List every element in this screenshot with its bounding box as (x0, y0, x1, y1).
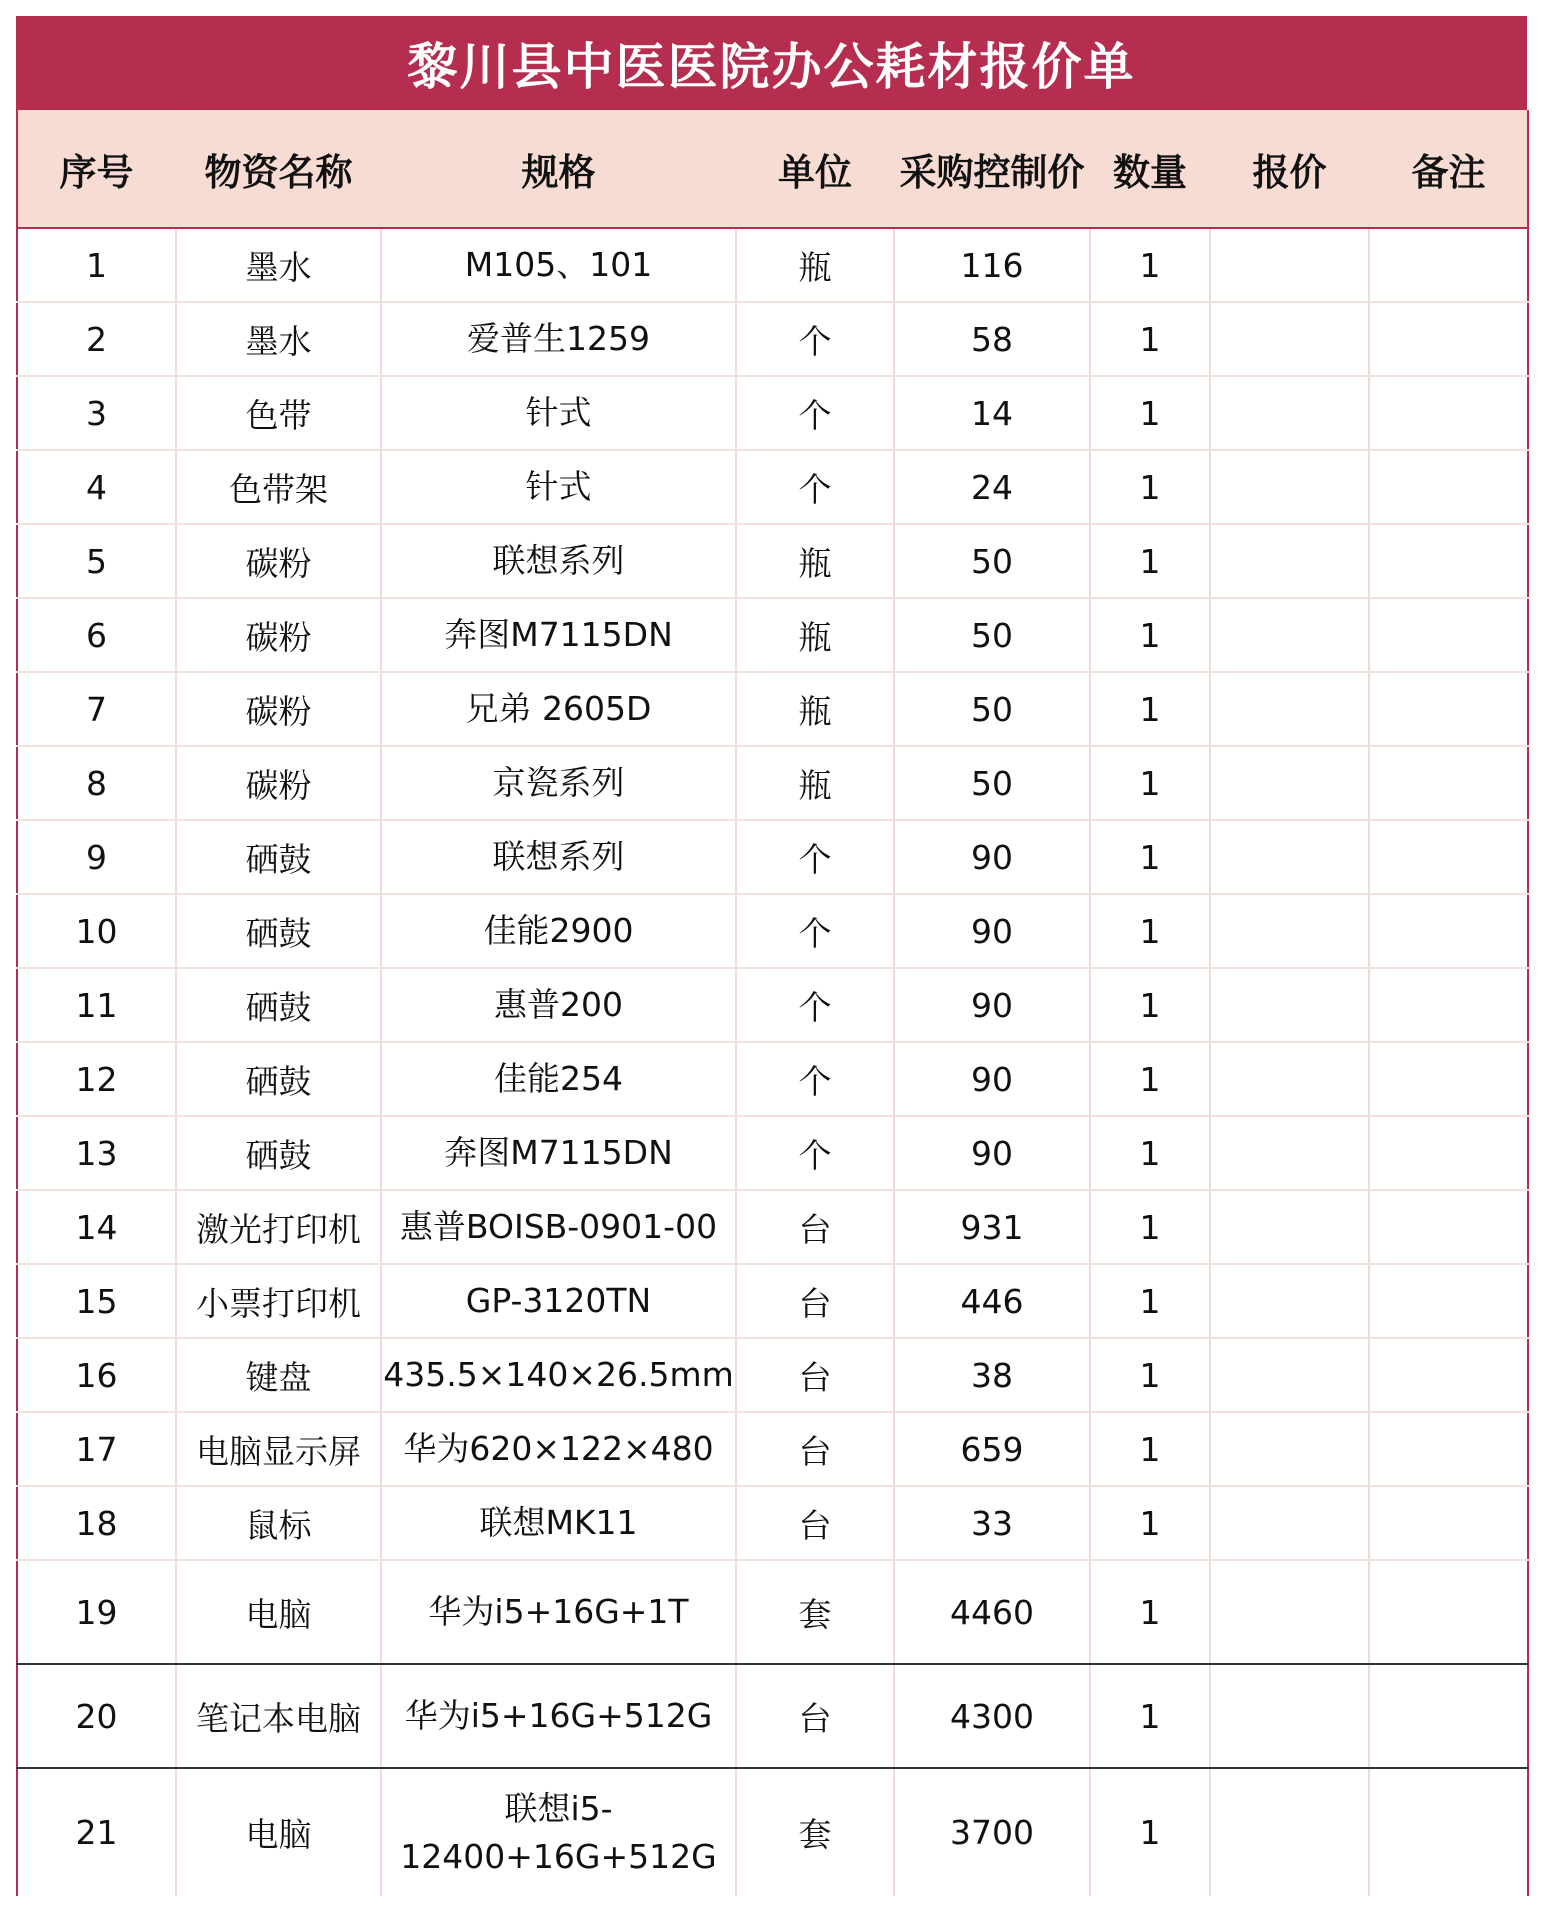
cell-price: 14 (894, 376, 1090, 450)
cell-spec: 佳能254 (381, 1042, 736, 1116)
table-row (17, 1116, 1528, 1190)
table-row (17, 302, 1528, 376)
cell-name: 碳粉 (176, 746, 381, 820)
cell-no: 10 (17, 894, 176, 968)
cell-no: 17 (17, 1412, 176, 1486)
cell-quote[interactable] (1210, 1042, 1369, 1116)
cell-name: 色带架 (176, 450, 381, 524)
cell-no: 5 (17, 524, 176, 598)
cell-unit: 瓶 (736, 228, 894, 302)
cell-name: 电脑 (176, 1768, 381, 1896)
table-row (17, 1768, 1528, 1896)
cell-unit: 个 (736, 968, 894, 1042)
cell-spec: 惠普BOISB-0901-00 (381, 1190, 736, 1264)
table-row (17, 894, 1528, 968)
cell-qty: 1 (1090, 1664, 1210, 1768)
cell-unit: 个 (736, 820, 894, 894)
table-row (17, 1486, 1528, 1560)
cell-spec: M105、101 (381, 228, 736, 302)
cell-price: 90 (894, 894, 1090, 968)
header-price: 采购控制价 (894, 110, 1090, 228)
table-row (17, 820, 1528, 894)
cell-remark[interactable] (1369, 450, 1528, 524)
cell-spec: 奔图M7115DN (381, 1116, 736, 1190)
cell-quote[interactable] (1210, 968, 1369, 1042)
cell-qty: 1 (1090, 1116, 1210, 1190)
cell-quote[interactable] (1210, 228, 1369, 302)
cell-remark[interactable] (1369, 894, 1528, 968)
cell-remark[interactable] (1369, 376, 1528, 450)
cell-remark[interactable] (1369, 1264, 1528, 1338)
cell-price: 38 (894, 1338, 1090, 1412)
cell-spec: 佳能2900 (381, 894, 736, 968)
cell-price: 4460 (894, 1560, 1090, 1664)
table-row (17, 1264, 1528, 1338)
cell-name: 硒鼓 (176, 894, 381, 968)
cell-spec: 华为620×122×480 (381, 1412, 736, 1486)
cell-name: 笔记本电脑 (176, 1664, 381, 1768)
cell-unit: 台 (736, 1412, 894, 1486)
cell-unit: 个 (736, 376, 894, 450)
cell-remark[interactable] (1369, 1338, 1528, 1412)
cell-no: 3 (17, 376, 176, 450)
cell-price: 50 (894, 598, 1090, 672)
cell-qty: 1 (1090, 228, 1210, 302)
cell-name: 硒鼓 (176, 1042, 381, 1116)
table-row (17, 672, 1528, 746)
cell-name: 电脑 (176, 1560, 381, 1664)
cell-unit: 瓶 (736, 672, 894, 746)
cell-unit: 个 (736, 450, 894, 524)
cell-price: 90 (894, 968, 1090, 1042)
cell-qty: 1 (1090, 968, 1210, 1042)
table-row (17, 968, 1528, 1042)
cell-no: 7 (17, 672, 176, 746)
cell-quote[interactable] (1210, 1412, 1369, 1486)
cell-remark[interactable] (1369, 1190, 1528, 1264)
cell-unit: 个 (736, 1042, 894, 1116)
cell-no: 16 (17, 1338, 176, 1412)
cell-name: 碳粉 (176, 524, 381, 598)
cell-no: 12 (17, 1042, 176, 1116)
table-row (17, 1664, 1528, 1768)
table-row (17, 1190, 1528, 1264)
cell-spec: 华为i5+16G+512G (381, 1664, 736, 1768)
table-row (17, 1338, 1528, 1412)
cell-quote[interactable] (1210, 1486, 1369, 1560)
cell-no: 11 (17, 968, 176, 1042)
cell-qty: 1 (1090, 1190, 1210, 1264)
header-row (17, 110, 1528, 228)
cell-name: 墨水 (176, 302, 381, 376)
cell-remark[interactable] (1369, 228, 1528, 302)
cell-qty: 1 (1090, 1486, 1210, 1560)
cell-no: 20 (17, 1664, 176, 1768)
cell-remark[interactable] (1369, 598, 1528, 672)
cell-quote[interactable] (1210, 1264, 1369, 1338)
cell-no: 2 (17, 302, 176, 376)
table-row (17, 450, 1528, 524)
cell-unit: 台 (736, 1486, 894, 1560)
cell-price: 3700 (894, 1768, 1090, 1896)
cell-unit: 个 (736, 302, 894, 376)
cell-qty: 1 (1090, 1042, 1210, 1116)
cell-spec: GP-3120TN (381, 1264, 736, 1338)
cell-name: 小票打印机 (176, 1264, 381, 1338)
cell-qty: 1 (1090, 1412, 1210, 1486)
cell-quote[interactable] (1210, 1560, 1369, 1664)
cell-quote[interactable] (1210, 598, 1369, 672)
cell-remark[interactable] (1369, 1486, 1528, 1560)
cell-quote[interactable] (1210, 1768, 1369, 1896)
cell-quote[interactable] (1210, 820, 1369, 894)
header-qty: 数量 (1090, 110, 1210, 228)
cell-price: 931 (894, 1190, 1090, 1264)
cell-price: 90 (894, 820, 1090, 894)
cell-remark[interactable] (1369, 302, 1528, 376)
cell-no: 13 (17, 1116, 176, 1190)
cell-quote[interactable] (1210, 302, 1369, 376)
table-row (17, 524, 1528, 598)
header-name: 物资名称 (176, 110, 381, 228)
cell-price: 116 (894, 228, 1090, 302)
cell-spec: 联想系列 (381, 524, 736, 598)
cell-quote[interactable] (1210, 376, 1369, 450)
cell-name: 键盘 (176, 1338, 381, 1412)
cell-qty: 1 (1090, 1560, 1210, 1664)
cell-spec: 兄弟 2605D (381, 672, 736, 746)
cell-no: 14 (17, 1190, 176, 1264)
cell-spec: 435.5×140×26.5mm (381, 1338, 736, 1412)
cell-qty: 1 (1090, 1768, 1210, 1896)
cell-spec: 华为i5+16G+1T (381, 1560, 736, 1664)
cell-remark[interactable] (1369, 672, 1528, 746)
cell-name: 硒鼓 (176, 968, 381, 1042)
cell-spec: 奔图M7115DN (381, 598, 736, 672)
table-row (17, 746, 1528, 820)
cell-unit: 瓶 (736, 598, 894, 672)
cell-unit: 台 (736, 1338, 894, 1412)
cell-remark[interactable] (1369, 820, 1528, 894)
cell-price: 4300 (894, 1664, 1090, 1768)
cell-remark[interactable] (1369, 524, 1528, 598)
cell-no: 15 (17, 1264, 176, 1338)
cell-quote[interactable] (1210, 1116, 1369, 1190)
cell-qty: 1 (1090, 1338, 1210, 1412)
cell-no: 6 (17, 598, 176, 672)
cell-no: 1 (17, 228, 176, 302)
cell-remark[interactable] (1369, 1412, 1528, 1486)
cell-name: 鼠标 (176, 1486, 381, 1560)
header-no: 序号 (17, 110, 176, 228)
cell-no: 9 (17, 820, 176, 894)
cell-unit: 套 (736, 1768, 894, 1896)
cell-price: 50 (894, 524, 1090, 598)
table-row (17, 1412, 1528, 1486)
cell-unit: 台 (736, 1190, 894, 1264)
cell-price: 90 (894, 1116, 1090, 1190)
cell-quote[interactable] (1210, 1664, 1369, 1768)
cell-name: 色带 (176, 376, 381, 450)
cell-name: 碳粉 (176, 672, 381, 746)
cell-name: 碳粉 (176, 598, 381, 672)
cell-name: 激光打印机 (176, 1190, 381, 1264)
cell-qty: 1 (1090, 524, 1210, 598)
table-row (17, 1560, 1528, 1664)
cell-remark[interactable] (1369, 968, 1528, 1042)
cell-qty: 1 (1090, 598, 1210, 672)
cell-qty: 1 (1090, 820, 1210, 894)
cell-price: 659 (894, 1412, 1090, 1486)
cell-unit: 个 (736, 894, 894, 968)
cell-qty: 1 (1090, 672, 1210, 746)
cell-no: 4 (17, 450, 176, 524)
cell-no: 18 (17, 1486, 176, 1560)
cell-unit: 台 (736, 1264, 894, 1338)
table-row (17, 598, 1528, 672)
cell-price: 446 (894, 1264, 1090, 1338)
header-quote: 报价 (1210, 110, 1369, 228)
cell-quote[interactable] (1210, 746, 1369, 820)
cell-spec: 惠普200 (381, 968, 736, 1042)
cell-price: 90 (894, 1042, 1090, 1116)
cell-qty: 1 (1090, 302, 1210, 376)
table-row (17, 1042, 1528, 1116)
cell-spec: 针式 (381, 450, 736, 524)
cell-price: 50 (894, 746, 1090, 820)
cell-qty: 1 (1090, 746, 1210, 820)
cell-name: 电脑显示屏 (176, 1412, 381, 1486)
cell-spec: 联想系列 (381, 820, 736, 894)
table-row (17, 228, 1528, 302)
cell-quote[interactable] (1210, 672, 1369, 746)
cell-remark[interactable] (1369, 1768, 1528, 1896)
sheet-title: 黎川县中医医院办公耗材报价单 (16, 16, 1527, 110)
cell-quote[interactable] (1210, 894, 1369, 968)
cell-quote[interactable] (1210, 524, 1369, 598)
header-spec: 规格 (381, 110, 736, 228)
header-unit: 单位 (736, 110, 894, 228)
cell-unit: 台 (736, 1664, 894, 1768)
cell-name: 硒鼓 (176, 820, 381, 894)
cell-quote[interactable] (1210, 1190, 1369, 1264)
cell-price: 24 (894, 450, 1090, 524)
cell-qty: 1 (1090, 450, 1210, 524)
cell-price: 50 (894, 672, 1090, 746)
quote-sheet (16, 16, 1527, 1896)
table-body (17, 228, 1528, 1896)
cell-price: 33 (894, 1486, 1090, 1560)
cell-no: 8 (17, 746, 176, 820)
cell-remark[interactable] (1369, 746, 1528, 820)
cell-quote[interactable] (1210, 450, 1369, 524)
header-remark: 备注 (1369, 110, 1528, 228)
cell-name: 墨水 (176, 228, 381, 302)
cell-remark[interactable] (1369, 1042, 1528, 1116)
quote-table (16, 110, 1529, 1896)
cell-no: 21 (17, 1768, 176, 1896)
cell-name: 硒鼓 (176, 1116, 381, 1190)
cell-price: 58 (894, 302, 1090, 376)
cell-spec: 联想MK11 (381, 1486, 736, 1560)
cell-remark[interactable] (1369, 1560, 1528, 1664)
cell-unit: 个 (736, 1116, 894, 1190)
cell-spec: 针式 (381, 376, 736, 450)
cell-unit: 瓶 (736, 746, 894, 820)
cell-remark[interactable] (1369, 1664, 1528, 1768)
cell-spec: 联想i5- 12400+16G+512G (381, 1768, 736, 1896)
cell-spec: 京瓷系列 (381, 746, 736, 820)
cell-qty: 1 (1090, 1264, 1210, 1338)
cell-unit: 套 (736, 1560, 894, 1664)
cell-unit: 瓶 (736, 524, 894, 598)
cell-qty: 1 (1090, 376, 1210, 450)
table-row (17, 376, 1528, 450)
cell-qty: 1 (1090, 894, 1210, 968)
cell-no: 19 (17, 1560, 176, 1664)
cell-spec: 爱普生1259 (381, 302, 736, 376)
cell-quote[interactable] (1210, 1338, 1369, 1412)
cell-remark[interactable] (1369, 1116, 1528, 1190)
